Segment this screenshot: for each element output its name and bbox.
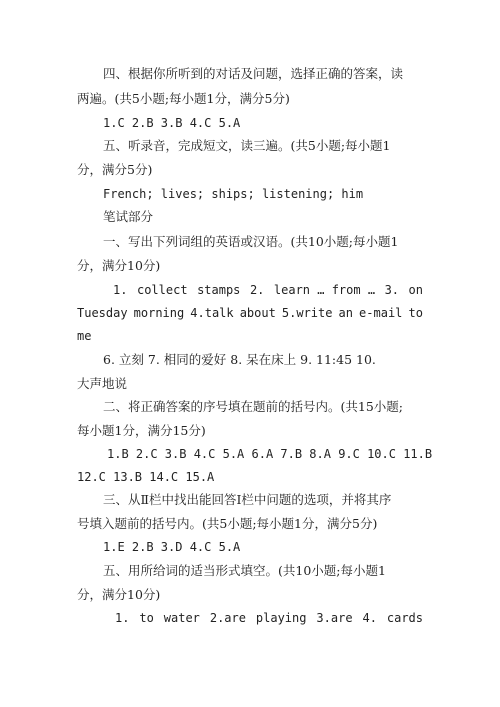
written-section-1-heading-line-1: 一、写出下列词组的英语或汉语。(共10小题;每小题1 [103,234,399,249]
answer-token: collect [136,283,188,297]
written-section-3-answers: 1.E 2.B 3.D 4.C 5.A [103,540,241,554]
written-section-2-heading-line-2: 每小题1分，满分15分) [77,423,206,438]
answer-token: water [163,611,200,625]
section-4-heading-line-2: 两遍。(共5小题;每小题1分，满分5分) [77,91,290,106]
written-section-1-answers-line-2 [77,305,423,321]
answer-token: to [408,306,423,320]
written-section-5-heading-line-1: 五、用所给词的适当形式填空。(共10小题;每小题1 [103,563,386,578]
written-section-3-heading-line-2: 号填入题前的括号内。(共5小题;每小题1分，满分5分) [77,516,378,531]
written-section-2-answers-line-2: 12.C 13.B 14.C 15.A [77,470,215,484]
written-section-1-answers-line-4: 6. 立刻 7. 相同的爱好 8. 呆在床上 9. 11:45 10. [103,352,376,367]
section-4-answers: 1.C 2.B 3.B 4.C 5.A [103,116,241,130]
answer-token: an [338,306,353,320]
answer-token: 4. [362,611,377,625]
answer-token: playing [255,611,307,625]
answer-token: on [408,283,423,297]
answer-token: learn … from … [273,283,376,297]
answer-token: 1. [113,283,128,297]
answer-token: to [139,611,154,625]
section-5-heading-line-1: 五、听录音，完成短文，读三遍。(共5小题;每小题1 [103,138,391,153]
written-section-1-answers-line-1 [113,282,423,298]
written-section-2-heading-line-1: 二、将正确答案的序号填在题前的括号内。(共15小题; [103,399,403,414]
answer-token: Tuesday [77,306,128,320]
written-part-heading: 笔试部分 [103,209,154,224]
written-section-1-answers-line-3: me [77,329,92,343]
answer-token: 4.talk [190,306,234,320]
answer-token: about [239,306,276,320]
answer-token: 2. [249,283,265,297]
answer-token: 3. [384,283,400,297]
written-section-5-answers-line-1 [115,610,423,626]
written-section-3-heading-line-1: 三、从Ⅱ栏中找出能回答Ⅰ栏中问题的选项，并将其序 [103,492,392,507]
answer-token: 2.are [209,611,246,625]
written-section-5-heading-line-2: 分，满分10分) [77,587,161,602]
section-4-heading-line-1: 四、根据你所听到的对话及问题，选择正确的答案，读 [103,66,404,81]
answer-token: e-mail [359,306,403,320]
written-section-2-answers-line-1: 1.B 2.C 3.B 4.C 5.A 6.A 7.B 8.A 9.C 10.C 11.B [107,447,433,461]
written-section-1-answers-line-5: 大声地说 [77,376,128,391]
answer-token: 5.write [281,306,333,320]
answer-token: morning [133,306,185,320]
answer-token: cards [386,611,423,625]
written-section-1-heading-line-2: 分，满分10分) [77,258,161,273]
section-5-heading-line-2: 分，满分5分) [77,162,153,177]
section-5-answers: French; lives; ships; listening; him [103,187,364,201]
answer-token: stamps [197,283,241,297]
answer-token: 3.are [316,611,353,625]
answer-token: 1. [115,611,130,625]
